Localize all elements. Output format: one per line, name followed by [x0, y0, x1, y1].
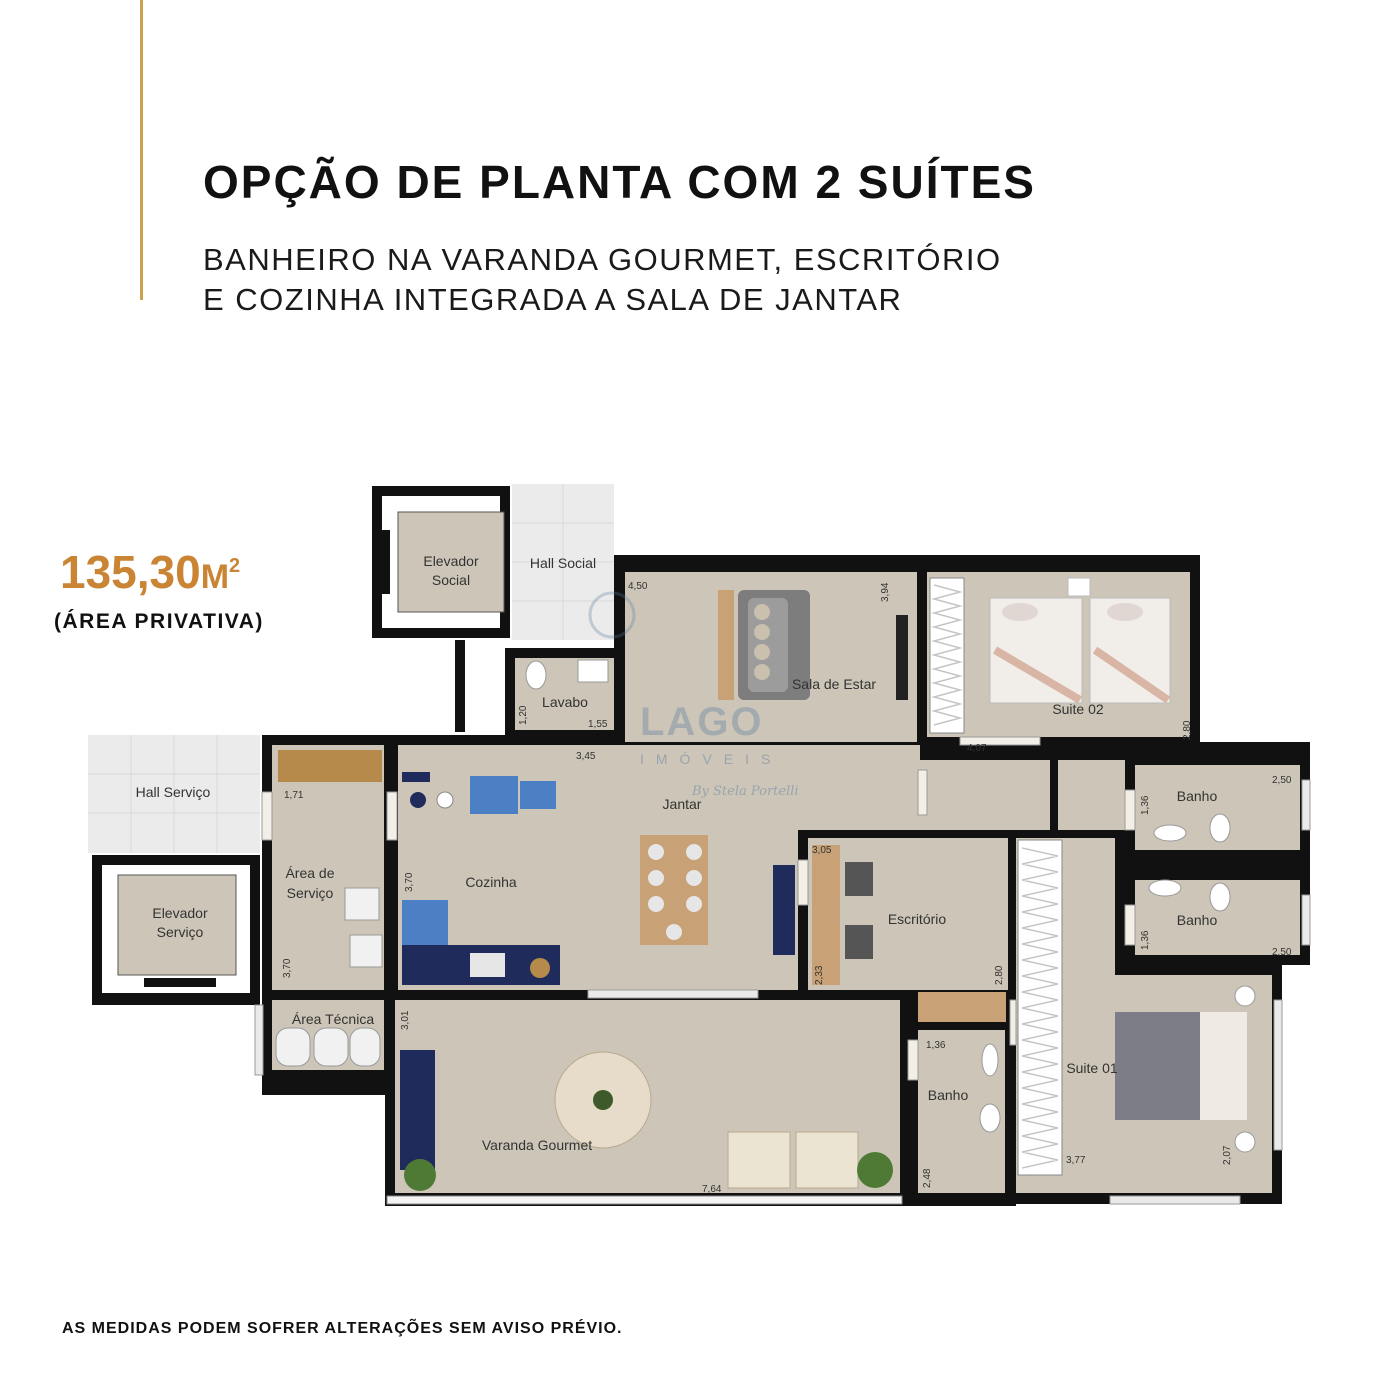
label-elevador-social-2: Social — [431, 572, 471, 588]
dim-233: 2,33 — [814, 965, 825, 985]
dim-764: 7,64 — [702, 1184, 722, 1195]
label-banho-top: Banho — [1176, 788, 1218, 804]
disclaimer: AS MEDIDAS PODEM SOFRER ALTERAÇÕES SEM AVISO PRÉVIO. — [62, 1320, 623, 1337]
dim-305: 3,05 — [812, 845, 832, 856]
dim-136a: 1,36 — [1140, 795, 1151, 815]
varanda-glass — [387, 1196, 902, 1204]
dim-250a: 2,50 — [1272, 775, 1292, 786]
dim-280b: 2,80 — [994, 965, 1005, 985]
label-jantar: Jantar — [662, 796, 702, 812]
dim-450: 4,50 — [628, 581, 648, 592]
area-number: 135,30 — [60, 546, 201, 598]
watermark-sub: IMÓVEIS — [640, 751, 783, 767]
dim-248: 2,48 — [922, 1168, 933, 1188]
dim-136c: 1,36 — [926, 1040, 946, 1051]
dim-370b: 3,70 — [282, 958, 293, 978]
dim-345: 3,45 — [576, 751, 596, 762]
label-hall-servico: Hall Serviço — [135, 784, 211, 800]
technical-area-equipment — [276, 1028, 380, 1066]
dim-394: 3,94 — [880, 582, 891, 602]
label-elevador-servico-1: Elevador — [152, 905, 208, 921]
label-banho-bottom: Banho — [927, 1087, 969, 1103]
dim-155: 1,55 — [588, 719, 608, 730]
label-area-servico-2: Serviço — [286, 885, 334, 901]
dim-370a: 3,70 — [404, 872, 415, 892]
label-varanda-gourmet: Varanda Gourmet — [481, 1137, 593, 1153]
dim-301: 3,01 — [400, 1010, 411, 1030]
label-banho-mid: Banho — [1176, 912, 1218, 928]
shaft-wall — [455, 640, 465, 732]
wardrobe-suite01 — [1018, 840, 1062, 1175]
label-lavabo: Lavabo — [542, 694, 588, 710]
dim-171: 1,71 — [284, 790, 304, 801]
dim-407: 4,07 — [967, 743, 987, 754]
watermark-signature: By Stela Portelli — [692, 784, 799, 799]
label-escritorio: Escritório — [887, 911, 947, 927]
dim-250b: 2,50 — [1272, 947, 1292, 958]
wardrobe-suite02 — [930, 578, 964, 733]
dim-207: 2,07 — [1222, 1145, 1233, 1165]
area-unit-exponent: 2 — [229, 555, 241, 577]
label-cozinha: Cozinha — [465, 874, 517, 890]
label-sala-de-estar: Sala de Estar — [791, 676, 877, 692]
label-elevador-social-1: Elevador — [423, 553, 479, 569]
area-label: (ÁREA PRIVATIVA) — [54, 610, 264, 633]
label-area-servico-1: Área de — [285, 865, 335, 881]
dim-377: 3,77 — [1066, 1155, 1086, 1166]
subtitle-line-1: BANHEIRO NA VARANDA GOURMET, ESCRITÓRIO — [203, 242, 1002, 277]
dining-table — [640, 835, 708, 945]
dim-120: 1,20 — [518, 705, 529, 725]
dim-136b: 1,36 — [1140, 930, 1151, 950]
label-elevador-servico-2: Serviço — [156, 924, 204, 940]
label-suite-02: Suite 02 — [1052, 701, 1104, 717]
label-suite-01: Suite 01 — [1066, 1060, 1118, 1076]
page-title: OPÇÃO DE PLANTA COM 2 SUÍTES — [203, 156, 1036, 208]
watermark-brand: LAGO — [640, 700, 764, 744]
label-hall-social: Hall Social — [529, 555, 597, 571]
dim-280a: 2,80 — [1182, 720, 1193, 740]
area-unit: M — [200, 558, 230, 596]
label-area-tecnica: Área Técnica — [291, 1011, 375, 1027]
subtitle-line-2: E COZINHA INTEGRADA A SALA DE JANTAR — [203, 282, 903, 317]
